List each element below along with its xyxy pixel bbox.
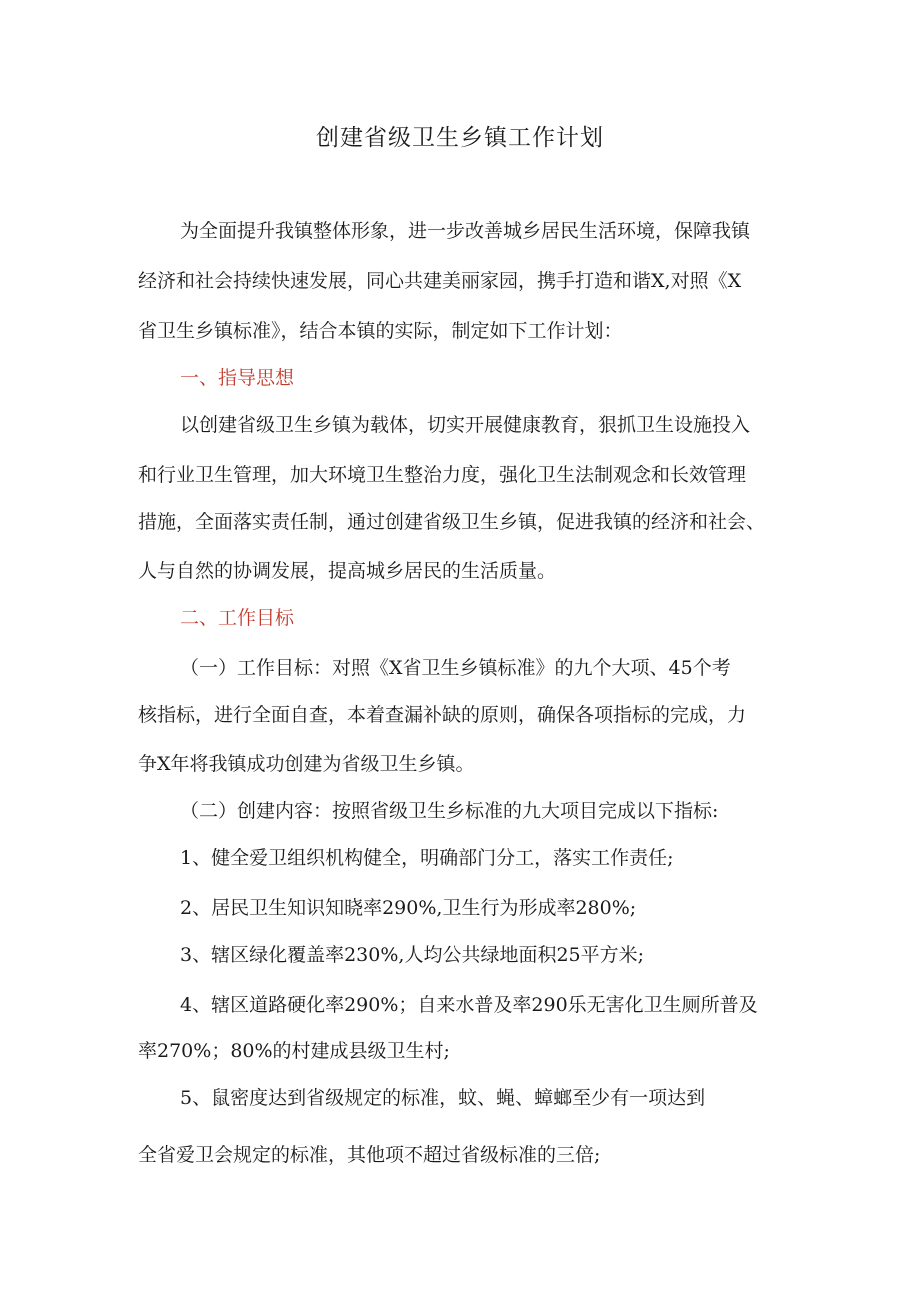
section1-line-4: 人与自然的协调发展，提高城乡居民的生活质量。 — [138, 560, 557, 582]
list-item-4: 4、辖区道路硬化率290%；自来水普及率290乐无害化卫生厕所普及 — [180, 994, 758, 1016]
intro-line-2: 经济和社会持续快速发展，同心共建美丽家园，携手打造和谐X,对照《X — [138, 270, 742, 292]
list-item-3: 3、辖区绿化覆盖率230%,人均公共绿地面积25平方米; — [180, 944, 645, 966]
goal-line-2: 核指标，进行全面自查，本着查漏补缺的原则，确保各项指标的完成，力 — [138, 704, 747, 726]
section1-line-1: 以创建省级卫生乡镇为载体，切实开展健康教育，狠抓卫生设施投入 — [180, 414, 751, 436]
list-item-1: 1、健全爱卫组织机构健全，明确部门分工，落实工作责任; — [180, 847, 674, 869]
goal-line-1: （一）工作目标：对照《X省卫生乡镇标准》的九个大项、45个考 — [180, 657, 731, 679]
list-item-2: 2、居民卫生知识知晓率290%,卫生行为形成率280%; — [180, 897, 637, 919]
section1-line-2: 和行业卫生管理，加大环境卫生整治力度，强化卫生法制观念和长效管理 — [138, 464, 747, 486]
list-item-5-continued: 全省爱卫会规定的标准，其他项不超过省级标准的三倍; — [138, 1144, 601, 1166]
list-item-4-continued: 率270%；80%的村建成县级卫生村; — [138, 1040, 450, 1062]
section1-line-3: 措施，全面落实责任制，通过创建省级卫生乡镇，促进我镇的经济和社会、 — [138, 511, 766, 533]
list-item-5: 5、鼠密度达到省级规定的标准，蚊、蝇、蟑螂至少有一项达到 — [180, 1087, 706, 1109]
intro-line-1: 为全面提升我镇整体形象，进一步改善城乡居民生活环境，保障我镇 — [180, 220, 751, 242]
section-heading-work-goals: 二、工作目标 — [180, 607, 295, 629]
content-intro-line: （二）创建内容：按照省级卫生乡标准的九大项目完成以下指标: — [180, 800, 719, 822]
section-heading-guiding-thought: 一、指导思想 — [180, 367, 295, 389]
intro-line-3: 省卫生乡镇标准》，结合本镇的实际，制定如下工作计划： — [138, 320, 623, 342]
document-title: 创建省级卫生乡镇工作计划 — [316, 125, 604, 151]
goal-line-3: 争X年将我镇成功创建为省级卫生乡镇。 — [138, 753, 475, 775]
